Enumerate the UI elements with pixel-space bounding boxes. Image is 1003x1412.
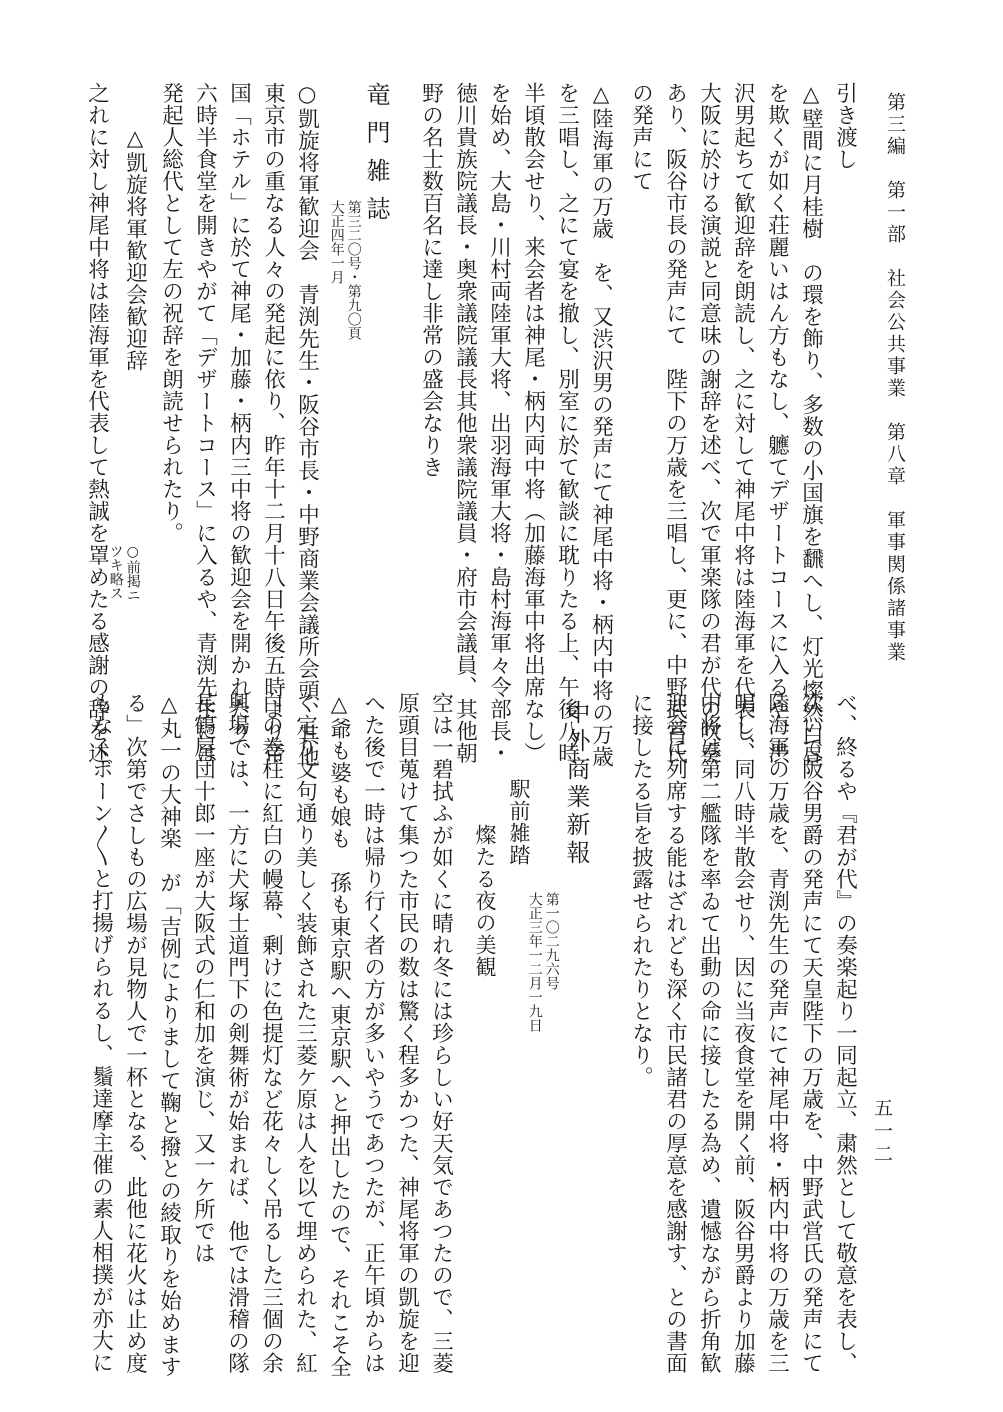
upper-column-6: あり、阪谷市長の発声にて 陛下の万歳を三唱し、更に、中野武営氏 [662,82,688,764]
upper-column-13: 野の名士数百名に達し非常の盛会なりき [418,82,444,478]
lower-column-6: 迎会に列席する能はざれども深く市民諸君の厚意を感謝す、との書面 [662,692,688,1374]
upper-column-18: 発起人総代として左の祝辞を朗読せられたり。 [158,82,184,544]
lower-column-13: 白の巻柱に紅白の幔幕、剰けに色提灯など花々しく吊るした三個の余 [258,692,284,1374]
upper-column-14: ○凱旋将軍歓迎会 青渕先生・阪谷市長・中野商業会議所会頭、其他 [294,82,320,768]
lower-column-14: 興場では、一方に犬塚士道門下の剣舞術が始まれば、他では滑稽の隊 [224,692,250,1374]
lower-column-8: 空は一碧拭ふが如くに晴れ冬には珍らしい好天気であつたので、三菱 [428,692,454,1374]
lower-column-4: 唱し、同八時半散会せり、因に当夜食堂を開く前、阪谷男爵より加藤 [730,692,756,1374]
lower-column-3: 陸海軍の万歳を、青渕先生の発声にて神尾中将・柄内中将の万歳を三 [764,692,790,1374]
page-number: 五一二 [871,1098,893,1167]
lower-column-10: へた後で一時は帰り行く者の方が多いやうであつたが、正午頃からは [360,692,386,1374]
running-head: 第三編 第一部 社会公共事業 第八章 軍事関係諸事業 [884,92,906,664]
upper-column-1: 引き渡し [832,82,858,170]
source-name-chugai: 中外商業新報 [562,700,590,868]
upper-column-20: 之れに対し神尾中将は陸海軍を代表して熱誠を罩めたる感謝の辞を述 [84,82,110,764]
omission-note-2: ツキ略ス [107,544,124,600]
upper-column-17: 六時半食堂を開きやがて「デザートコース」に入るや、青渕先生には [192,82,218,764]
lower-column-12: く定り文句通り美しく装飾された三菱ケ原は人を以て埋められた、紅 [292,692,318,1374]
upper-column-11: を始め、大島・川村両陸軍大将、出羽海軍大将・島村海軍々令部長・ [486,82,512,764]
lower-column-15: 長鶴屋団十郎一座が大阪式の仁和加を演じ、又一ケ所では [190,692,216,1264]
upper-column-15: 東京市の重なる人々の発起に依り、昨年十二月十八日午後五時より帝 [260,82,286,764]
lower-column-2: 次いで阪谷男爵の発声にて天皇陛下の万歳を、中野武営氏の発声にて [798,692,824,1374]
lower-column-1: べ、終るや『君が代』の奏楽起り一同起立、粛然として敬意を表し、 [832,692,858,1374]
source-name-ryumon: 竜門雑誌 [362,82,390,234]
upper-column-4: 沢男起ちて歓迎辞を朗読し、之に対して神尾中将は陸海軍を代表し、 [730,82,756,764]
source-issue-ryumon: 第三二〇号・第九〇頁 [345,200,362,340]
upper-column-2: △壁間に月桂樹 の環を飾り、多数の小国旗を飜へし、灯光燦然白昼 [798,82,824,768]
lower-column-5: 中将は第二艦隊を率ゐて出動の命に接したる為め、遺憾ながら折角歓 [696,692,722,1374]
lower-column-17: る」次第でさしもの広場が見物人で一杯となる、此他に花火は止め度 [122,692,148,1374]
lower-column-7: に接したる旨を披露せられたりとなり。 [628,692,654,1088]
upper-column-5: 大阪に於ける演説と同意味の謝辞を述べ、次で軍楽隊の君が代の吹奏 [696,82,722,764]
upper-column-16: 国「ホテル」に於て神尾・加藤・柄内三中将の歓迎会を開かれたり、 [226,82,252,764]
upper-column-12: 徳川貴族院議長・奥衆議院議長其他衆議院議員・府市会議員、其他朝 [452,82,478,764]
source-date-chugai: 大正三年一二月一九日 [526,892,543,1032]
upper-column-10: 半頃散会せり、来会者は神尾・柄内両中将（加藤海軍中将出席なし） [520,82,546,764]
upper-column-3: を欺くが如く荘麗いはん方もなし、軈てデザートコースに入るや、渋 [764,82,790,764]
lower-column-11: △爺も婆も娘も 孫も東京駅へ東京駅へと押出したので、それこそ全 [326,692,352,1378]
lower-column-16: △丸一の大神楽 が「吉例によりまして鞠と撥との綾取りを始めます [156,692,182,1378]
lower-column-9: 原頭目蒐けて集つた市民の数は驚く程多かつた、神尾将軍の凱旋を迎 [394,692,420,1374]
upper-column-19-heading: △凱旋将軍歓迎会歓迎辞 [122,126,148,372]
upper-column-7: の発声にて [628,82,654,192]
source-date-ryumon: 大正四年一月 [328,200,345,284]
lower-column-18: もなくボーン〳〵と打揚げられるし、鬚達摩主催の素人相撲が亦大に [88,692,114,1374]
upper-column-8: △陸海軍の万歳 を、又渋沢男の発声にて神尾中将・柄内中将の万歳 [588,82,614,768]
upper-column-9: を三唱し、之にて宴を撤し、別室に於て歓談に耽りたる上、午後八時 [554,82,580,764]
section-title: 駅前雑踏 [507,778,531,866]
article-title: 燦たる夜の美観 [473,824,497,978]
source-issue-chugai: 第一〇二九六号 [543,892,560,990]
omission-note-1: ○前掲ニ [124,544,141,602]
